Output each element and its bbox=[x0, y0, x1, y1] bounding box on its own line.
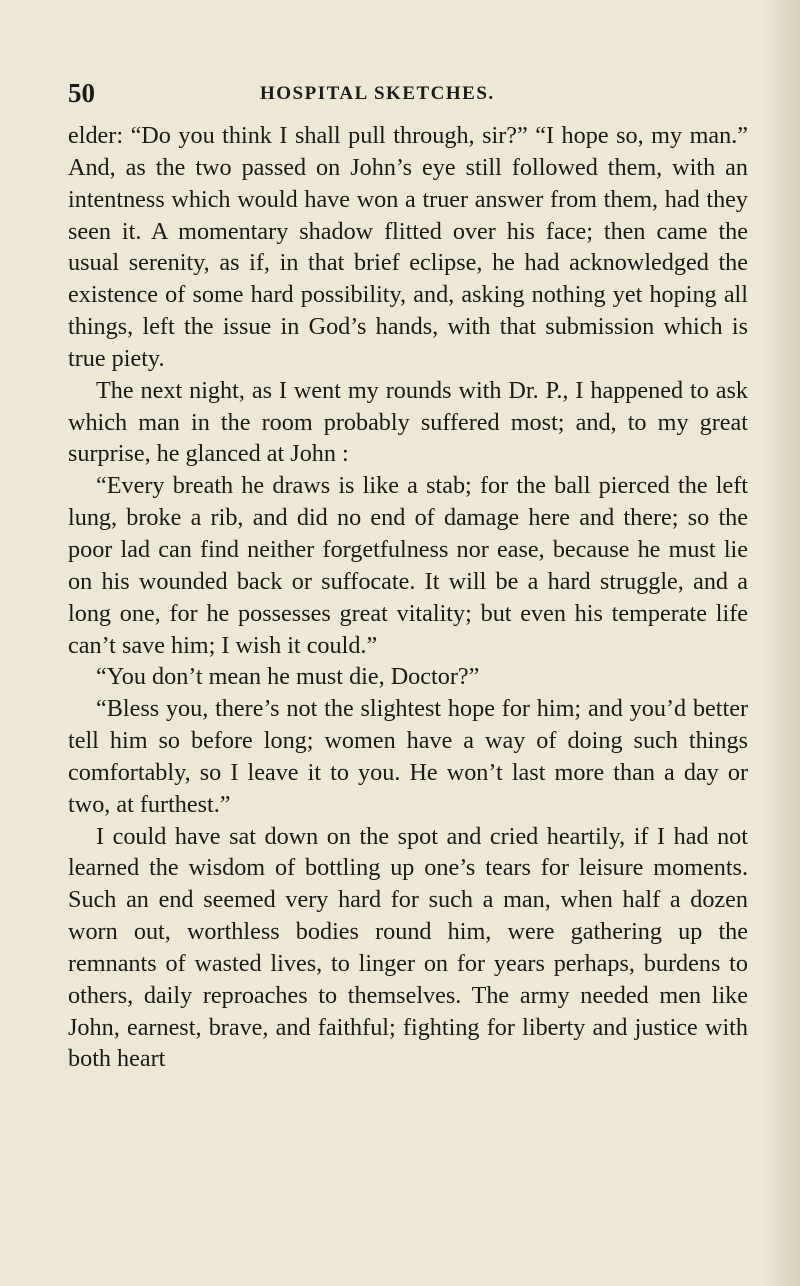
paragraph: The next night, as I went my rounds with Dr. P., I happened to ask which man in the room probably suffered most; and, to my great surprise, he glanced at John : bbox=[68, 376, 748, 468]
page-number: 50 bbox=[68, 78, 95, 108]
paragraph: I could have sat down on the spot and cried heartily, if I had not learned the wisdom of bottling up one’s tears for leisure moments. Such an end seemed very hard for such a man, when half a dozen worn out, worthless bodies round him, were gathering up the remnants of wasted lives, to linger on for years perhaps, burdens to others, daily reproaches to themselves. The army needed men like John, earnest, brave, and faithful; fighting for liberty and justice with both heart bbox=[68, 822, 748, 1073]
paragraph: elder: “Do you think I shall pull through, sir?” “I hope so, my man.” And, as the two passed on John’s eye still followed them, with an intentness which would have won a truer answer from them, had they seen it. A momentary shadow flitted over his face; then came the usual serenity, as if, in that brief eclipse, he had acknowledged the existence of some hard possibility, and, asking nothing yet hoping all things, left the issue in God’s hands, with that submission which is true piety. bbox=[68, 122, 748, 372]
running-title: HOSPITAL SKETCHES. bbox=[260, 83, 495, 104]
paragraph: “You don’t mean he must die, Doctor?” bbox=[96, 663, 480, 691]
running-head bbox=[60, 78, 740, 114]
paragraph: “Every breath he draws is like a stab; for the ball pierced the left lung, broke a rib, and did no end of damage here and there; so the poor lad can find neither forgetfulness nor ease, because he must lie on his wounded back or suffocate. It will be a hard struggle, and a long one, for he possesses great vitality; but even his temperate life can’t save him; I wish it could.” bbox=[68, 472, 748, 659]
paragraph: “Bless you, there’s not the slightest hope for him; and you’d better tell him so before long; women have a way of doing such things comfortably, so I leave it to you. He won’t last more than a day or two, at furthest.” bbox=[68, 695, 748, 818]
body-text bbox=[68, 120, 748, 1075]
